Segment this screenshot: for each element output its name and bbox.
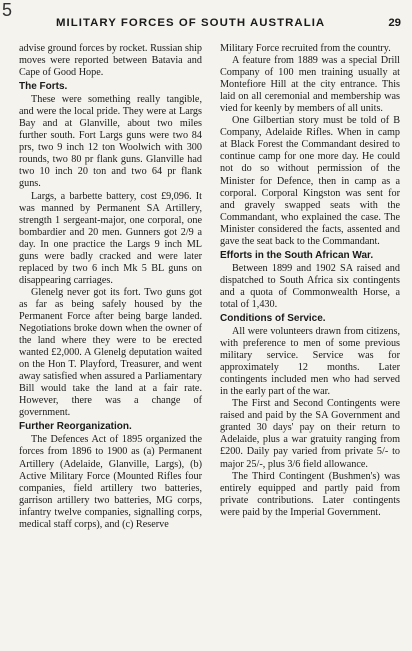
section-heading-conditions-of-service: Conditions of Service. [220,312,326,324]
section-heading-forts: The Forts. [19,81,68,93]
running-header [56,17,401,33]
paragraph: Between 1899 and 1902 SA raised and dispatched to South Africa six contingents and a quota of Commonwealth Horse, a total of 1,430. [220,262,400,310]
section-heading-south-african-war: Efforts in the South African War. [220,249,374,261]
paragraph: Military Force recruited from the country. [220,43,391,54]
paragraph: The Third Contingent (Bushmen's) was entirely equipped and partly paid from private contributions. Later contingents were paid by the Imperial Government. [220,470,400,518]
paragraph: These were something really tangible, and were the local pride. They were at Largs Bay and at Glanville, about two miles further south. Fort Largs guns were two 84 prs, two 9 inch 12 ton Woolwich with 300 rounds, two 80 pr flank guns. Glanville had two 10 inch 20 ton and two 64 pr flank guns. [19,94,202,190]
paragraph: One Gilbertian story must be told of B Company, Adelaide Rifles. When in camp at Black Forest the Commandant desired to continue camp for one more day. He could not do so without permission of the Minister for Defence, then in camp as a corporal. Corporal Kingston was sent for and gravely swapped seats with the Commandant, who explained the case. The Minister considered the facts, assented and gave the seat back to the Commandant. [220,115,400,247]
running-title: MILITARY FORCES OF SOUTH AUSTRALIA [56,17,326,29]
margin-mark: 5 [2,0,13,20]
paragraph: Largs, a barbette battery, cost £9,096. It was manned by Permanent SA Artillery, strength 1 sergeant-major, one corporal, one bombardier and 20 men. Gunners got 2/9 a day. In one practice the Largs 9 inch ML guns were badly cracked and were later replaced by two 6 inch Mk 5 BL guns on disappearing carriages. [19,190,202,286]
right-column [220,43,400,519]
left-column [19,43,202,531]
paragraph: All were volunteers drawn from citizens, with preference to men of some previous military service. Service was for approximately 12 months. Later contingents included men who had served in the early part of the war. [220,325,400,398]
paragraph: A feature from 1889 was a special Drill Company of 100 men training usually at Montefiore Hill at the city entrance. This laid on all ceremonial and membership was vied for keenly by members of all units. [220,55,400,115]
paragraph: advise ground forces by rocket. Russian ship moves were reported between Batavia and Cape of Good Hope. [19,43,202,79]
paragraph: Glenelg never got its fort. Two guns got as far as being safely housed by the Permanent Force after being barge landed. Negotiations broke down when the owner of the land where they were to be erected wanted £2,000. A Glenelg deputation waited on the Hon T. Playford, Treasurer, and went away satisfied when assured a Parliamentary Bill would take the land at a fair rate. However, there was a change of government. [19,286,202,419]
section-heading-reorganization: Further Reorganization. [19,421,132,433]
page-number: 29 [388,17,401,29]
paragraph: The Defences Act of 1895 organized the forces from 1896 to 1900 as (a) Permanent Artillery (Adelaide, Glanville, Largs), (b) Active Military Force (Mounted Rifles four companies, field artillery two batteries, garrison artillery two batteries, MG corps, infantry twelve companies, signalling corps, medical staff corps), and (c) Reserve [19,434,202,530]
paragraph: The First and Second Contingents were raised and paid by the SA Government and granted 30 days' pay on their return to Adelaide, plus a war gratuity ranging from £200. Daily pay varied from private 5/- to major 25/-, plus 3/6 field allowance. [220,398,400,470]
